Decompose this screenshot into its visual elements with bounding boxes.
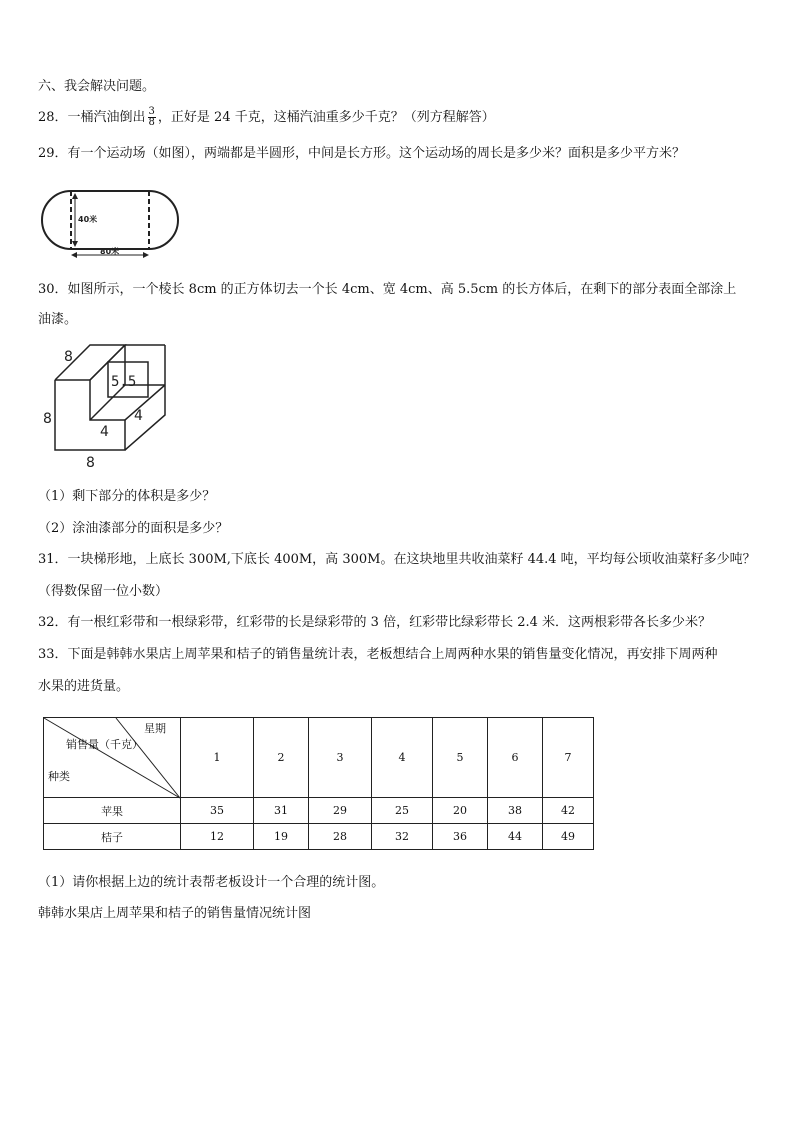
question-33-line2: 水果的进货量。 (38, 679, 130, 694)
question-30-line2: 油漆。 (38, 312, 78, 327)
q28-text-after: ，正好是 24 千克，这桶汽油重多少千克？（列方程解答） (157, 110, 495, 125)
question-33-sub1: （1）请你根据上边的统计表帮老板设计一个合理的统计图。 (38, 875, 385, 890)
stadium-outline (42, 191, 178, 249)
width-arrow-bottom (72, 241, 78, 247)
day-header: 6 (488, 718, 543, 798)
cube-bottom-label: 8 (86, 455, 95, 471)
stadium-length-label: 80米 (100, 247, 120, 256)
q28-frac-denominator: 8 (148, 117, 155, 128)
table-header-row (44, 718, 594, 798)
table-cell: 25 (372, 798, 433, 824)
day-header: 2 (254, 718, 309, 798)
table-cell: 29 (309, 798, 372, 824)
corner-sales-label: 销售量（千克） (66, 738, 143, 751)
length-arrow-left (71, 252, 77, 258)
table-cell: 44 (488, 824, 543, 850)
table-corner-cell (44, 718, 181, 798)
cube-inner-height-label: 5.5 (111, 374, 137, 390)
cube-left-label: 8 (43, 411, 52, 427)
cube-top-label: 8 (64, 349, 73, 365)
table-cell: 35 (181, 798, 254, 824)
question-32: 32．有一根红彩带和一根绿彩带，红彩带的长是绿彩带的 3 倍，红彩带比绿彩带长 2.4 米．这两根彩带各长多少米？ (38, 615, 712, 630)
table-row (44, 798, 594, 824)
day-header: 1 (181, 718, 254, 798)
day-header: 7 (543, 718, 594, 798)
day-header: 5 (433, 718, 488, 798)
table-cell: 31 (254, 798, 309, 824)
day-header: 3 (309, 718, 372, 798)
q28-text-before: 28．一桶汽油倒出 (38, 110, 146, 125)
table-cell: 36 (433, 824, 488, 850)
cube-inner-depth-label: 4 (134, 408, 143, 424)
row-label-orange: 桔子 (44, 824, 181, 850)
question-30-sub2: （2）涂油漆部分的面积是多少？ (38, 521, 229, 536)
length-arrow-right (143, 252, 149, 258)
section-title: 六、我会解决问题。 (38, 79, 156, 94)
table-cell: 49 (543, 824, 594, 850)
row-label-apple: 苹果 (44, 798, 181, 824)
table-cell: 28 (309, 824, 372, 850)
cube-step-depth (125, 385, 165, 420)
corner-week-label: 星期 (144, 722, 166, 735)
sales-table (43, 717, 594, 850)
corner-kind-label: 种类 (48, 770, 70, 783)
table-cell: 42 (543, 798, 594, 824)
cube-figure (40, 345, 175, 470)
chart-title: 韩韩水果店上周苹果和桔子的销售量情况统计图 (38, 906, 312, 921)
question-30-line1: 30．如图所示，一个棱长 8cm 的正方体切去一个长 4cm、宽 4cm、高 5.5cm 的长方体后，在剩下的部分表面全部涂上 (38, 282, 737, 297)
question-31-line1: 31．一块梯形地，上底长 300M,下底长 400M，高 300M。在这块地里共收油菜籽 44.4 吨，平均每公顷收油菜籽多少吨？ (38, 552, 756, 567)
question-33-line1: 33．下面是韩韩水果店上周苹果和桔子的销售量统计表，老板想结合上周两种水果的销售量变化情况，再安排下周两种 (38, 647, 718, 662)
width-arrow-top (72, 193, 78, 199)
table-cell: 38 (488, 798, 543, 824)
question-30-sub1: （1）剩下部分的体积是多少？ (38, 489, 216, 504)
table-cell: 32 (372, 824, 433, 850)
question-29: 29．有一个运动场（如图），两端都是半圆形，中间是长方形。这个运动场的周长是多少米？面积是多少平方米？ (38, 146, 686, 161)
table-cell: 19 (254, 824, 309, 850)
day-header: 4 (372, 718, 433, 798)
q28-fraction (148, 107, 156, 128)
cube-front-face (55, 380, 125, 450)
question-28 (38, 107, 495, 128)
cube-inner-width-label: 4 (100, 424, 109, 440)
stadium-figure (42, 186, 182, 266)
table-cell: 20 (433, 798, 488, 824)
table-cell: 12 (181, 824, 254, 850)
stadium-width-label: 40米 (78, 215, 98, 224)
table-row (44, 824, 594, 850)
q28-frac-numerator: 3 (148, 106, 155, 117)
question-31-line2: （得数保留一位小数） (38, 584, 169, 599)
